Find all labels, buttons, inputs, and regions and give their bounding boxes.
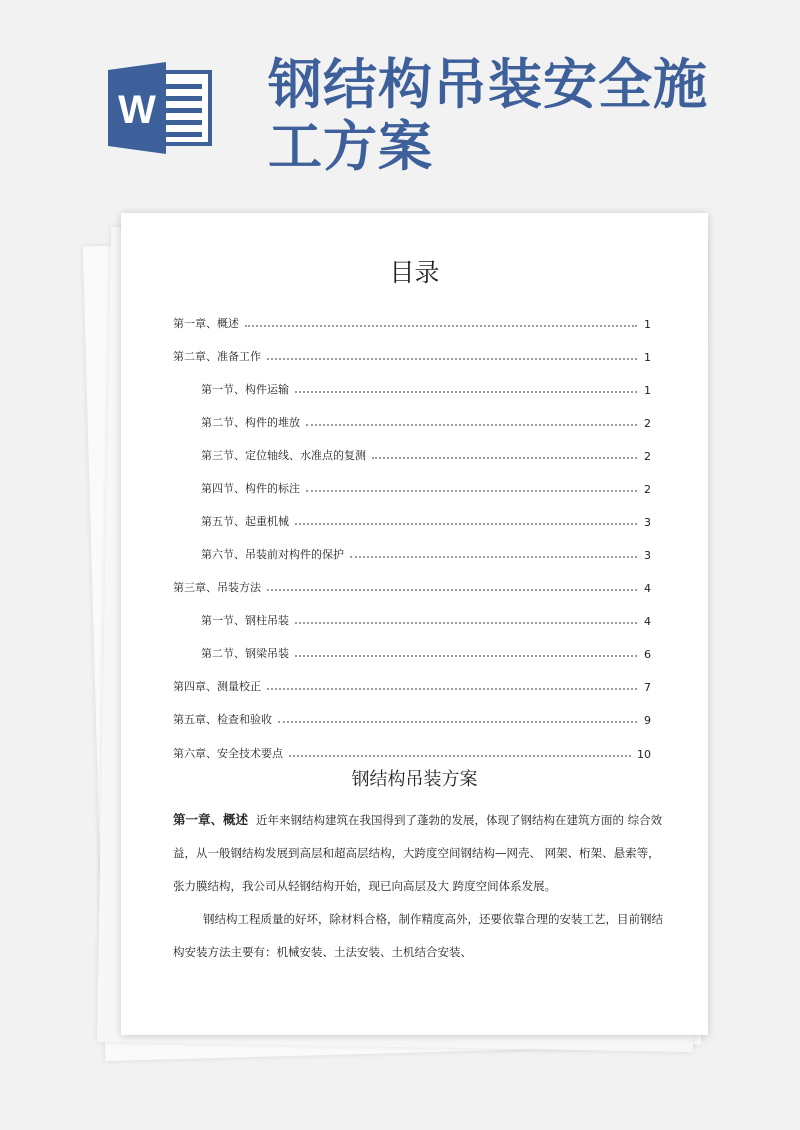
toc-entry-label: 第五节、起重机械	[201, 515, 289, 528]
toc-entry-page: 1	[644, 318, 651, 331]
toc-dot-leader	[295, 655, 637, 657]
toc-entry[interactable]	[173, 707, 651, 727]
toc-entry[interactable]	[173, 741, 651, 761]
toc-entry[interactable]	[173, 344, 651, 364]
toc-entry[interactable]	[173, 311, 651, 331]
toc-entry-page: 1	[644, 384, 651, 397]
toc-entry-page: 2	[644, 450, 651, 463]
toc-entry-page: 4	[644, 582, 651, 595]
toc-heading: 目录	[389, 258, 440, 287]
toc-entry-page: 10	[637, 748, 651, 761]
toc-entry[interactable]	[201, 542, 651, 562]
toc-entry-label: 第三节、定位轴线、水准点的复测	[201, 449, 366, 462]
toc-entry[interactable]	[201, 377, 651, 397]
toc-dot-leader	[350, 556, 637, 558]
toc-entry-label: 第三章、吊装方法	[173, 581, 261, 594]
toc-entry-label: 第五章、检查和验收	[173, 713, 272, 726]
document-title: 钢结构吊装方案	[351, 769, 478, 790]
toc-entry[interactable]	[173, 674, 651, 694]
toc-dot-leader	[289, 755, 631, 757]
toc-entry-label: 第四章、测量校正	[173, 680, 261, 693]
toc-entry-page: 3	[644, 516, 651, 529]
toc-entry-page: 6	[644, 648, 651, 661]
toc-dot-leader	[245, 325, 637, 327]
toc-entry-page: 7	[644, 681, 651, 694]
document-body	[173, 803, 663, 969]
toc-dot-leader	[267, 688, 637, 690]
toc-entry-label: 第六节、吊装前对构件的保护	[201, 548, 344, 561]
toc-entry-page: 9	[644, 714, 651, 727]
toc-dot-leader	[306, 490, 637, 492]
toc-dot-leader	[295, 391, 637, 393]
word-document-icon	[108, 62, 220, 154]
paragraph: 近年来钢结构建筑在我国得到了蓬勃的发展，体现了钢结构在建筑方面的 综合效益，从一般钢结构发展到高层和超高层结构，大跨度空间钢结构—网壳、 网架、桁架、悬索等，张力膜结构，我公司从轻钢结构开始，现已向高层及大 跨度空间体系发展。	[173, 813, 663, 893]
paragraph: 钢结构工程质量的好坏，除材料合格，制作精度高外，还要依靠合理的安装工艺，目前钢结构安装方法主要有：机械安装、土法安装、土机结合安装、	[173, 912, 663, 959]
toc-entry[interactable]	[201, 410, 651, 430]
toc-entry-label: 第一节、构件运输	[201, 383, 289, 396]
word-logo-letter: W	[118, 88, 156, 132]
toc-entry-label: 第六章、安全技术要点	[173, 747, 283, 760]
toc-entry-label: 第二章、准备工作	[173, 350, 261, 363]
toc-entry-page: 4	[644, 615, 651, 628]
toc-dot-leader	[306, 424, 637, 426]
toc-entry-label: 第一章、概述	[173, 317, 239, 330]
toc-entry-label: 第四节、构件的标注	[201, 482, 300, 495]
toc-entry[interactable]	[201, 608, 651, 628]
toc-entry[interactable]	[201, 509, 651, 529]
toc-entry[interactable]	[201, 443, 651, 463]
toc-entry-page: 3	[644, 549, 651, 562]
toc-entry-label: 第二节、钢梁吊装	[201, 647, 289, 660]
toc-dot-leader	[295, 622, 637, 624]
toc-entry-page: 1	[644, 351, 651, 364]
toc-dot-leader	[267, 358, 637, 360]
toc-entry[interactable]	[201, 476, 651, 496]
chapter-heading: 第一章、概述	[173, 812, 249, 827]
toc-entry-label: 第二节、构件的堆放	[201, 416, 300, 429]
document-page	[121, 213, 708, 1035]
toc-dot-leader	[372, 457, 637, 459]
toc-dot-leader	[278, 721, 637, 723]
toc-entry-page: 2	[644, 483, 651, 496]
toc-entry[interactable]	[201, 641, 651, 661]
toc-dot-leader	[267, 589, 637, 591]
hero-title: 钢结构吊装安全施工方案	[268, 53, 708, 178]
toc-entry[interactable]	[173, 575, 651, 595]
toc-entry-label: 第一节、钢柱吊装	[201, 614, 289, 627]
toc-entry-page: 2	[644, 417, 651, 430]
toc-dot-leader	[295, 523, 637, 525]
